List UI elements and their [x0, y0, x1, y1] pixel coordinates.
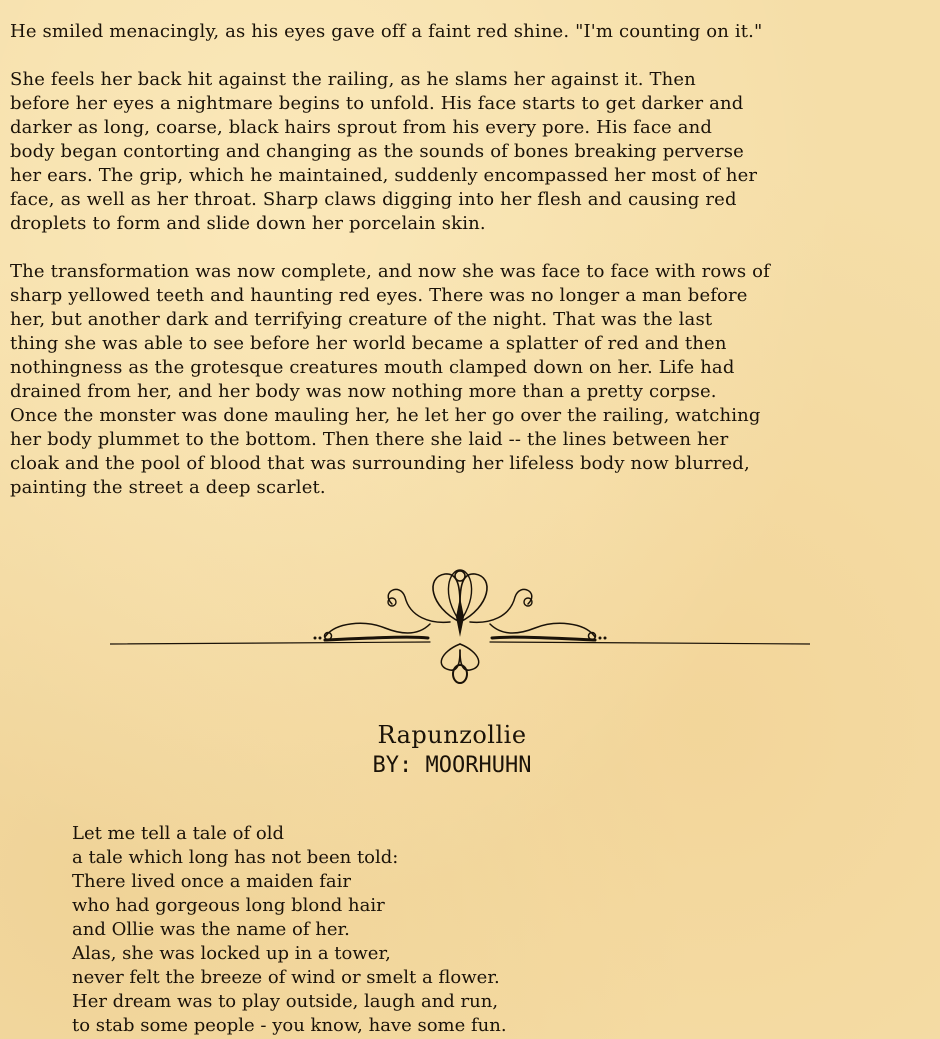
story-paragraph: He smiled menacingly, as his eyes gave off a faint red shine. "I'm counting on it.": [10, 21, 763, 42]
story-paragraph: The transformation was now complete, and now she was face to face with rows of sharp yellowed teeth and haunting red eyes. There was no longer a man before her, but another dark and terrifying creature of the night. That was the last thing she was able to see before her world became a splatter of red and then nothingness as the grotesque creatures mouth clamped down on her. Life had drained from her, and her body was now nothing more than a pretty corpse. Once the monster was done mauling her, he let her go over the railing, watching her body plummet to the bottom. Then there she laid -- the lines between her cloak and the pool of blood that was surrounding her lifeless body now blurred, painting the street a deep scarlet.: [10, 261, 770, 498]
poem-title: Rapunzollie: [377, 721, 527, 749]
poem-line: There lived once a maiden fair: [72, 871, 351, 892]
poem-line: never felt the breeze of wind or smelt a flower.: [72, 967, 500, 988]
poem-line: a tale which long has not been told:: [72, 847, 399, 868]
poem-header: [0, 720, 904, 782]
poem-line: who had gorgeous long blond hair: [72, 895, 385, 916]
poem-line: Let me tell a tale of old: [72, 823, 285, 844]
poem-line: Her dream was to play outside, laugh and run,: [72, 991, 499, 1012]
poem-byline: BY: MOORHUHN: [372, 753, 532, 778]
story-text: [10, 20, 935, 524]
story-paragraph: She feels her back hit against the railing, as he slams her against it. Then before her eyes a nightmare begins to unfold. His face starts to get darker and darker as long, coarse, black hairs sprout from his every pore. His face and body began contorting and changing as the sounds of bones breaking perverse her ears. The grip, which he maintained, suddenly encompassed her most of her face, as well as her throat. Sharp claws digging into her flesh and causing red droplets to form and slide down her porcelain skin.: [10, 69, 758, 234]
poem-line: Alas, she was locked up in a tower,: [72, 943, 391, 964]
flourish-divider-icon: [110, 562, 810, 692]
poem-body: [72, 822, 772, 1038]
poem-line: to stab some people - you know, have some fun.: [72, 1015, 507, 1036]
poem-line: and Ollie was the name of her.: [72, 919, 350, 940]
